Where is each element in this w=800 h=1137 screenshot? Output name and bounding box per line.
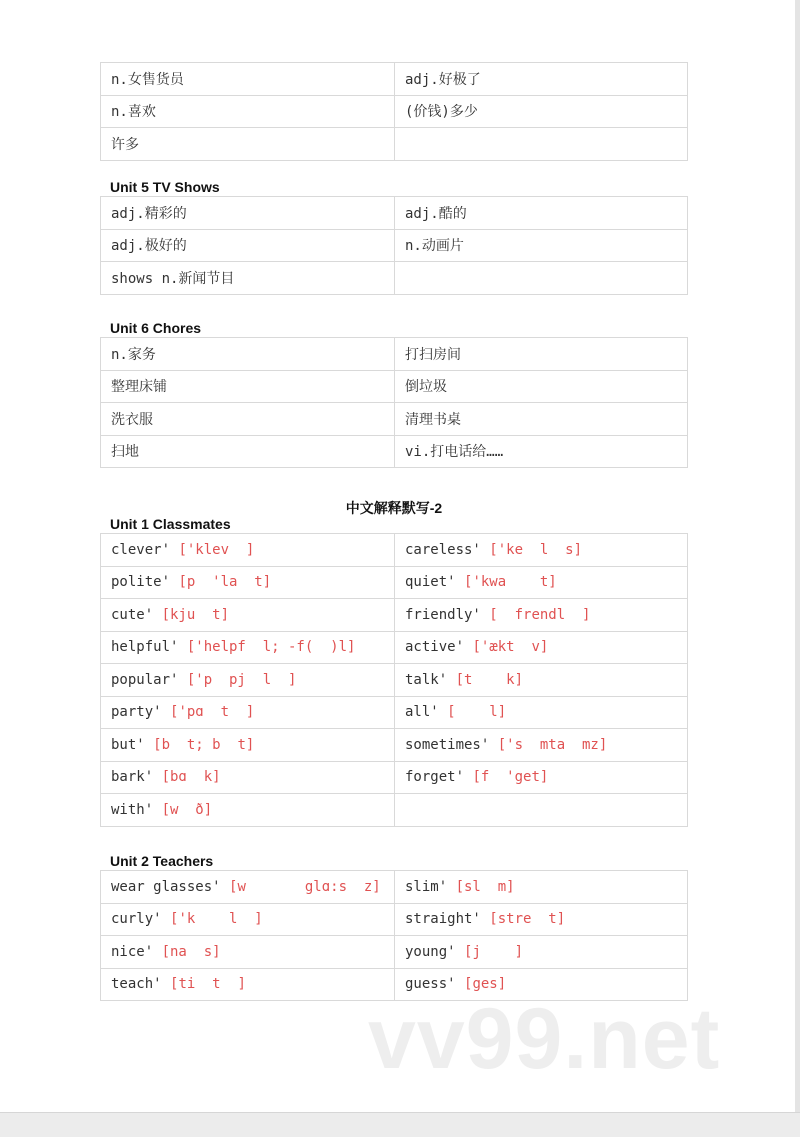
table-row (101, 229, 688, 262)
vocab-cell (101, 664, 395, 697)
vocab-word: 整理床铺 (111, 379, 167, 396)
table-row (101, 631, 688, 664)
table-row (101, 262, 688, 295)
vocab-word: adj.极好的 (111, 238, 187, 255)
section-title: 中文解释默写-2 (345, 500, 443, 516)
vocab-word: straight' (405, 911, 490, 928)
phonetic: ['k l ] (170, 911, 263, 928)
unit2-heading: Unit 2 Teachers (110, 853, 214, 869)
vocab-cell (395, 63, 688, 96)
phonetic: ['helpf l; -f( )l] (186, 639, 356, 656)
vocab-cell (395, 599, 688, 632)
vocab-cell (101, 794, 395, 827)
vocab-cell (395, 729, 688, 762)
phonetic: [w glɑ:s z] (229, 878, 381, 895)
vocab-cell (101, 435, 395, 468)
vocab-cell (395, 871, 688, 904)
vocab-cell (395, 197, 688, 230)
vocab-cell (101, 968, 395, 1001)
table-row (101, 534, 688, 567)
table-row (101, 968, 688, 1001)
vocab-cell (101, 631, 395, 664)
vocab-cell (101, 696, 395, 729)
vocab-word: wear glasses' (111, 878, 230, 895)
table-row (101, 696, 688, 729)
table-row (101, 128, 688, 161)
vocab-word: teach' (111, 976, 171, 993)
vocab-cell (101, 197, 395, 230)
vocab-cell (101, 729, 395, 762)
phonetic: [j ] (464, 943, 524, 960)
phonetic: [ges] (464, 976, 507, 993)
vocab-word: 许多 (111, 136, 139, 153)
phonetic: ['s mta mz] (497, 736, 608, 753)
vocab-cell (101, 566, 395, 599)
vocab-cell (395, 664, 688, 697)
vocab-cell (395, 968, 688, 1001)
unit5-heading: Unit 5 TV Shows (110, 179, 220, 195)
vocab-cell (395, 262, 688, 295)
vocab-word: forget' (405, 769, 473, 786)
table-row (101, 761, 688, 794)
vocab-cell (101, 63, 395, 96)
table-row (101, 95, 688, 128)
unit1-heading: Unit 1 Classmates (110, 516, 231, 532)
table-row (101, 664, 688, 697)
table-row (101, 403, 688, 436)
unit1-section (100, 516, 688, 827)
vocab-cell (395, 534, 688, 567)
table-row (101, 197, 688, 230)
vocab-word: adj.酷的 (405, 205, 467, 222)
phonetic: [t k] (455, 671, 524, 688)
table-row (101, 794, 688, 827)
phonetic: [kju t] (161, 606, 230, 623)
phonetic: [na s] (161, 943, 221, 960)
unit5-section (100, 179, 688, 295)
phonetic: ['kwa t] (464, 574, 557, 591)
vocab-word: adj.精彩的 (111, 205, 187, 222)
watermark: vv99.net (368, 991, 721, 1087)
vocab-word: (价钱)多少 (405, 104, 478, 121)
vocab-cell (395, 338, 688, 371)
vocab-word: curly' (111, 911, 171, 928)
phonetic: [stre t] (489, 911, 566, 928)
phonetic: [bɑ k] (161, 769, 221, 786)
phonetic: [ frendl ] (489, 606, 591, 623)
vocab-word: shows n.新闻节目 (111, 270, 235, 287)
vocab-cell (395, 696, 688, 729)
unit2-table (100, 870, 688, 1001)
vocab-word: young' (405, 943, 465, 960)
table-row (101, 599, 688, 632)
vocab-cell (101, 338, 395, 371)
vocab-word: n.女售货员 (111, 71, 184, 88)
vocab-word: polite' (111, 574, 179, 591)
vocab-cell (395, 370, 688, 403)
unit2-section (100, 853, 688, 1001)
phonetic: ['ækt v] (472, 639, 549, 656)
vocab-cell (395, 903, 688, 936)
vocab-cell (101, 95, 395, 128)
vocab-cell (395, 936, 688, 969)
phonetic: [p 'la t] (178, 574, 272, 591)
unit5-table (100, 196, 688, 295)
vocab-word: slim' (405, 878, 456, 895)
phonetic: ['klev ] (178, 541, 255, 558)
phonetic: [ l] (447, 704, 507, 721)
vocab-cell (101, 534, 395, 567)
vocab-word: clever' (111, 541, 179, 558)
vocab-word: adj.好极了 (405, 71, 481, 88)
table-top (100, 62, 688, 161)
vocab-word: talk' (405, 671, 456, 688)
unit1-table (100, 533, 688, 827)
table-row (101, 936, 688, 969)
vocab-word: helpful' (111, 639, 187, 656)
vocab-cell (101, 903, 395, 936)
phonetic: ['ke l s] (489, 541, 583, 558)
vocab-cell (395, 794, 688, 827)
vocab-cell (101, 871, 395, 904)
vocab-cell (395, 631, 688, 664)
vocab-cell (101, 229, 395, 262)
unit6-heading: Unit 6 Chores (110, 320, 202, 336)
vocab-cell (395, 761, 688, 794)
vocab-word: n.动画片 (405, 238, 464, 255)
vocab-word: all' (405, 704, 448, 721)
vocab-word: with' (111, 801, 162, 818)
vocab-cell (101, 128, 395, 161)
vocab-word: vi.打电话给…… (405, 444, 504, 461)
table-row (101, 435, 688, 468)
vocab-cell (395, 95, 688, 128)
vocab-cell (101, 262, 395, 295)
vocab-word: 打扫房间 (405, 346, 461, 363)
vocab-word: cute' (111, 606, 162, 623)
unit6-table (100, 337, 688, 468)
phonetic: [sl m] (455, 878, 515, 895)
page-edge-right (795, 0, 800, 1137)
vocab-cell (395, 128, 688, 161)
table-row (101, 338, 688, 371)
table-row (101, 729, 688, 762)
vocab-word: but' (111, 736, 154, 753)
phonetic: [f 'get] (472, 769, 549, 786)
unit6-section (100, 320, 688, 468)
page-edge-bottom (0, 1112, 800, 1137)
vocab-word: 扫地 (111, 444, 139, 461)
phonetic: [w ð] (161, 801, 213, 818)
table-row (101, 566, 688, 599)
vocab-word: friendly' (405, 606, 490, 623)
vocab-word: sometimes' (405, 736, 498, 753)
vocab-cell (395, 403, 688, 436)
vocab-word: bark' (111, 769, 162, 786)
table0-table (100, 62, 688, 161)
vocab-cell (395, 229, 688, 262)
vocab-word: popular' (111, 671, 187, 688)
vocab-word: nice' (111, 943, 162, 960)
vocab-word: 洗衣服 (111, 411, 153, 428)
vocab-cell (395, 566, 688, 599)
vocab-word: guess' (405, 976, 465, 993)
phonetic: [ti t ] (170, 976, 246, 993)
vocab-word: quiet' (405, 574, 465, 591)
vocab-cell (101, 403, 395, 436)
vocab-cell (101, 936, 395, 969)
vocab-word: active' (405, 639, 473, 656)
vocab-word: n.家务 (111, 346, 156, 363)
table-row (101, 63, 688, 96)
vocab-word: 清理书桌 (405, 411, 461, 428)
phonetic: [b t; b t] (153, 736, 255, 753)
phonetic: ['p pj l ] (186, 671, 297, 688)
vocab-word: n.喜欢 (111, 104, 156, 121)
vocab-word: party' (111, 704, 171, 721)
vocab-cell (101, 599, 395, 632)
vocab-word: 倒垃圾 (405, 379, 447, 396)
vocab-word: careless' (405, 541, 490, 558)
table-row (101, 370, 688, 403)
vocab-cell (101, 370, 395, 403)
table-row (101, 871, 688, 904)
vocab-cell (101, 761, 395, 794)
table-row (101, 903, 688, 936)
vocab-cell (395, 435, 688, 468)
phonetic: ['pɑ t ] (170, 704, 255, 721)
